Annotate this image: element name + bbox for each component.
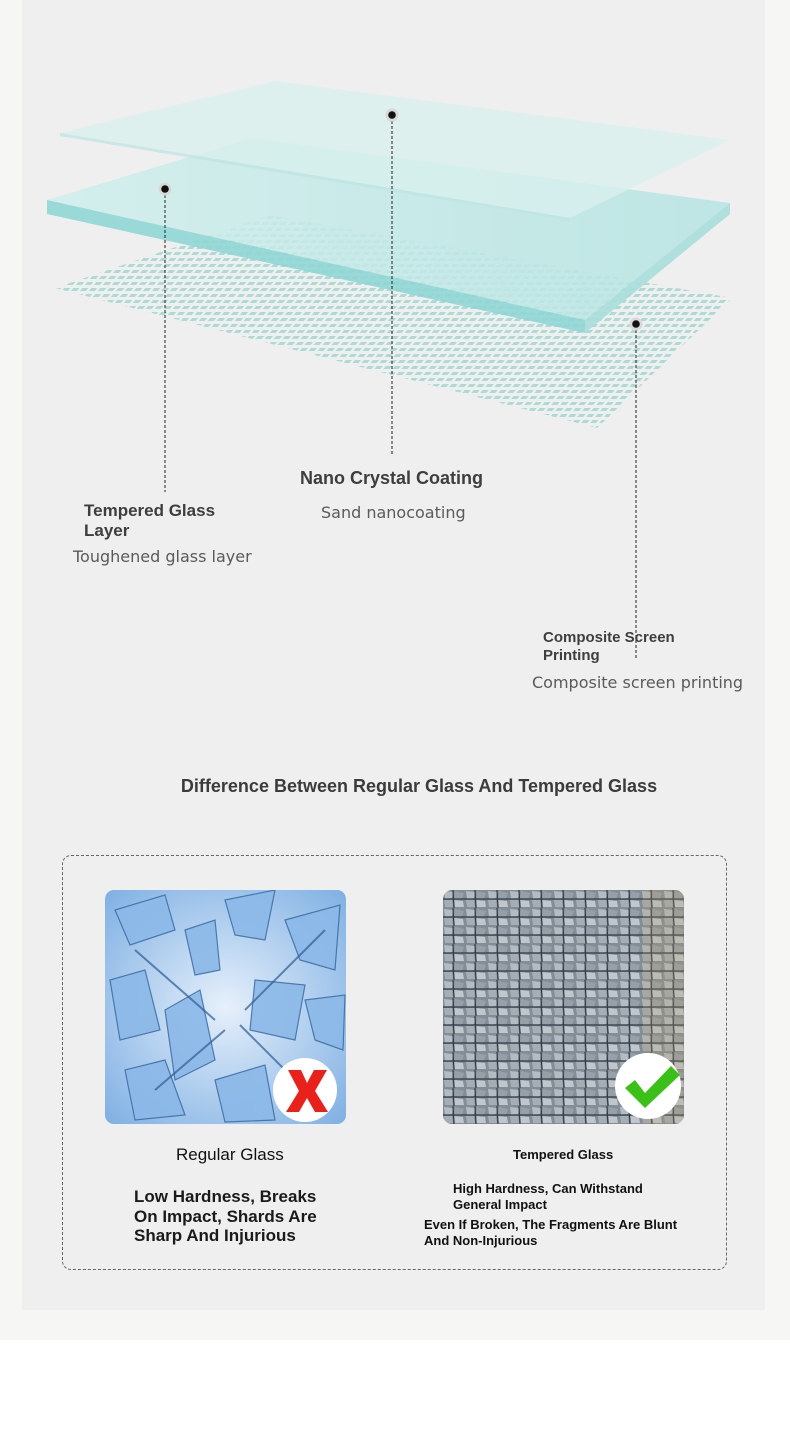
tempered-glass-photo: [443, 890, 684, 1124]
tempered-layer-title: Tempered Glass Layer: [84, 501, 216, 540]
check-icon: [615, 1053, 681, 1119]
comparison-heading: Difference Between Regular Glass And Tempered Glass: [180, 776, 658, 796]
cross-icon: [273, 1058, 337, 1122]
tempered-layer-subtitle: Toughened glass layer: [73, 547, 252, 566]
nano-layer-title: Nano Crystal Coating: [300, 468, 484, 488]
regular-glass-description: Low Hardness, Breaks On Impact, Shards Are Sharp And Injurious: [134, 1187, 317, 1245]
composite-layer-subtitle: Composite screen printing: [532, 673, 744, 692]
tempered-glass-description-2: Even If Broken, The Fragments Are Blunt And Non-Injurious: [424, 1217, 678, 1248]
regular-glass-photo: [105, 890, 346, 1124]
regular-glass-title: Regular Glass: [176, 1145, 284, 1164]
nano-layer-subtitle: Sand nanocoating: [321, 503, 466, 522]
tempered-glass-description-1: High Hardness, Can Withstand General Impact: [453, 1181, 643, 1212]
composite-layer-title: Composite Screen Printing: [543, 629, 675, 664]
tempered-layer-label: [84, 501, 284, 541]
tempered-glass-title: Tempered Glass: [513, 1147, 614, 1162]
